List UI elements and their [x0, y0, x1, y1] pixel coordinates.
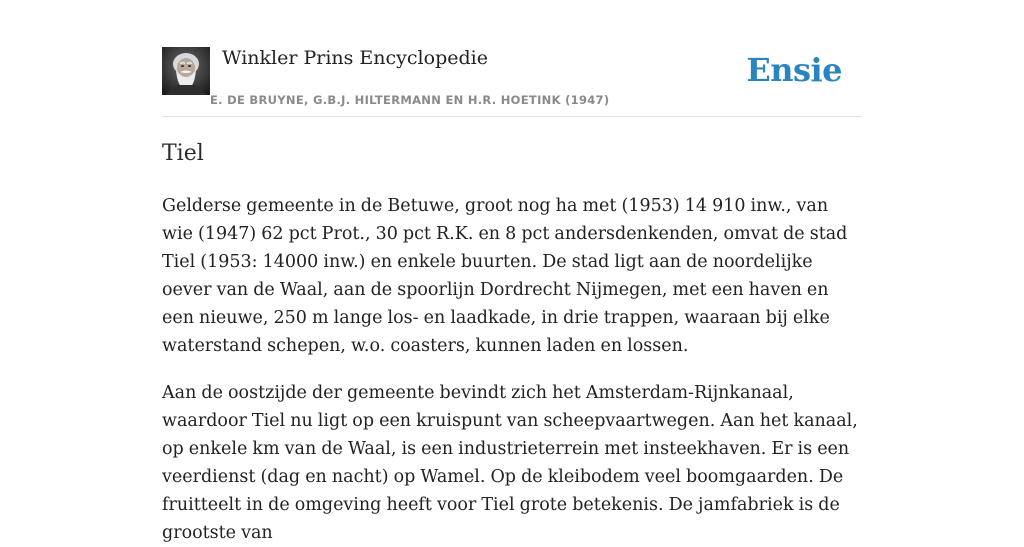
article-title: Tiel [162, 141, 204, 166]
article-paragraph: Aan de oostzijde der gemeente bevindt zich het Amsterdam-Rijnkanaal, waardoor Tiel nu ligt op een kruispunt van scheepvaartwegen. Aan het kanaal, op enkele km van de Waal, is een industrieterrein met insteekhaven. Er is een veerdienst (dag en nacht) op Wamel. Op de kleibodem veel boomgaarden. De fruitteelt in de omgeving heeft voor Tiel grote betekenis. De jamfabriek is de grootste van [162, 383, 858, 543]
article [162, 138, 862, 547]
book-header [162, 46, 862, 117]
author-avatar[interactable] [162, 47, 210, 95]
article-paragraph: Gelderse gemeente in de Betuwe, groot nog ha met (1953) 14 910 inw., van wie (1947) 62 pct Prot., 30 pct R.K. en 8 pct andersdenkenden, omvat de stad Tiel (1953: 14000 inw.) en enkele buurten. De stad ligt aan de noordelijke oever van de Waal, aan de spoorlijn Dordrecht Nijmegen, met een haven en een nieuwe, 250 m lange los- en laadkade, in drie trappen, waaraan bij elke waterstand schepen, w.o. coasters, kunnen laden en lossen. [162, 196, 848, 356]
book-authors: E. DE BRUYNE, G.B.J. HILTERMANN EN H.R. HOETINK (1947) [210, 93, 610, 107]
book-title[interactable]: Winkler Prins Encyclopedie [222, 47, 488, 69]
ensie-logo[interactable]: Ensie [746, 51, 842, 89]
bearded-man-portrait-icon [162, 47, 210, 95]
